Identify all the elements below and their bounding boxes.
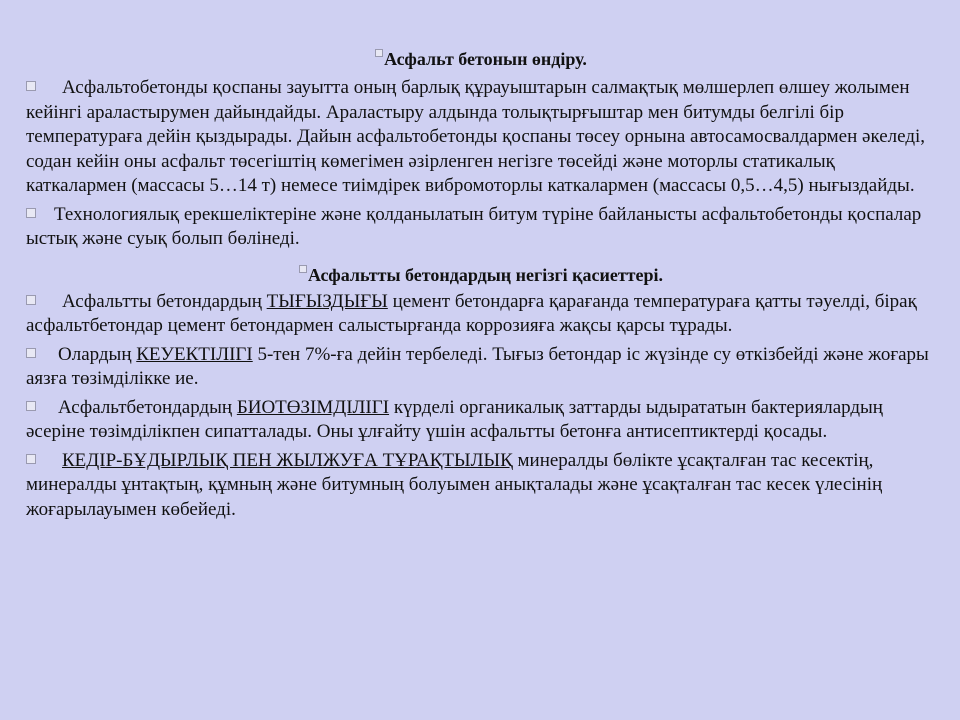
paragraph-density [26,290,936,339]
term-porosity: КЕУЕКТІЛІГІ [136,343,253,365]
paragraph-rest: күрделі органикалық заттарды ыдырататын бактериялардың әсеріне төзімділікпен сипатталады. Оны ұлғайту үшін асфальтты бетонға антисептиктерді қосады. [26,396,883,442]
term-roughness: КЕДІР-БҰДЫРЛЫҚ ПЕН ЖЫЛЖУҒА ТҰРАҚТЫЛЫҚ [62,449,513,471]
paragraph-text: Технологиялық ерекшеліктеріне және қолданылатын битум түріне байланысты асфальтобетонды қоспалар ыстық және суық болып бөлінеді. [26,203,922,249]
heading-text: Асфальт бетонын өндіру. [384,49,587,69]
paragraph-roughness [26,449,936,523]
paragraph-text: Асфальтобетонды қоспаны зауытта оның барлық құрауыштарын салмақтық мөлшерлеп өлшеу жолымен кейінгі араластырумен дайындайды. Араластыру алдында толықтырғыштар мен битумды белгілі бір температураға дейін қыздырады. Дайын асфальтобетонды қоспаны төсеу орнына автосамосвалдармен әкеледі, содан кейін оны асфальт төсегіштің көмегімен әзірленген негізге төсейді және моторлы статикалық каткалармен (массасы 5…14 т) немесе тиімдірек вибромоторлы каткалармен (массасы 0,5…4,5) нығыздайды. [26,77,926,196]
bullet-icon [26,454,36,464]
section-heading-production [26,46,936,72]
paragraph-rest: цемент бетондарға қарағанда температураға қатты тәуелді, бірақ асфальтбетондар цемент бетондармен салыстырғанда коррозияға жақсы қарсы тұрады. [26,290,917,336]
term-density: ТЫҒЫЗДЫҒЫ [266,290,388,312]
paragraph-production-process [26,76,936,199]
bullet-icon [26,348,36,358]
section-heading-properties [26,262,936,288]
paragraph-bioresistance [26,396,936,445]
paragraph-lead: Асфальтты бетондардың [62,290,262,312]
paragraph-rest: минералды бөлікте ұсақталған тас кесектің, минералды ұнтақтың, құмның және битумның болуымен анықталады және ұсақталған тас кесек үлесінің жоғарылауымен көбейеді. [26,449,883,520]
paragraph-porosity [26,343,936,392]
paragraph-lead: Асфальтбетондардың [58,396,233,418]
term-bioresistance: БИОТӨЗІМДІЛІГІ [236,396,390,418]
paragraph-lead: Олардың [58,343,132,365]
bullet-icon [375,49,383,57]
slide-content [26,40,936,526]
bullet-icon [26,208,36,218]
bullet-icon [26,401,36,411]
bullet-icon [26,81,36,91]
bullet-icon [26,295,36,305]
paragraph-rest: 5-тен 7%-ға дейін тербеледі. Тығыз бетондар іс жүзінде су өткізбейді және жоғары аязға төзімділікке ие. [26,343,929,389]
heading-text: Асфальтты бетондардың негізгі қасиеттері. [307,264,664,285]
bullet-icon [299,265,307,273]
paragraph-mixture-types [26,203,936,252]
